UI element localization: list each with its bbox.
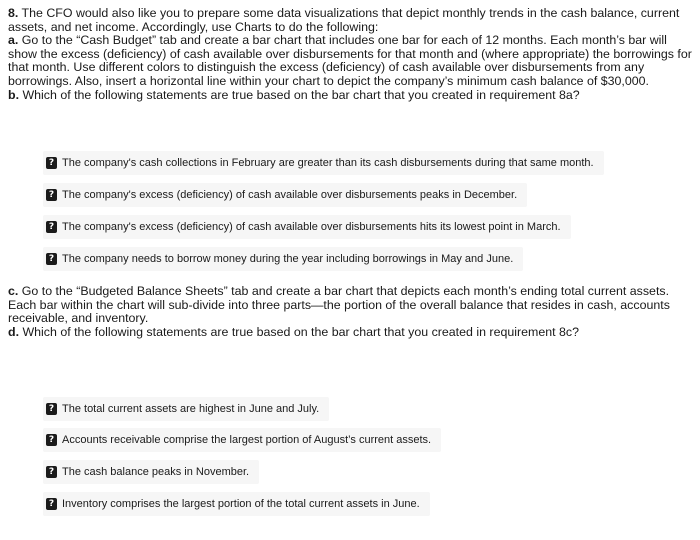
part-c-label: c. [8,284,19,298]
option-text: The company's excess (deficiency) of cash available over disbursements hits its lowest point in March. [62,221,561,233]
part-a-label: a. [8,33,19,48]
option-text: Inventory comprises the largest portion of the total current assets in June. [62,498,420,510]
question-number: 8. [8,6,19,20]
part-d-label: d. [8,324,20,339]
question-mark-icon: ? [46,253,57,265]
question-mark-icon: ? [46,403,57,415]
part-b-label: b. [8,87,20,102]
answer-option-b-1[interactable] [43,151,604,175]
question-mark-icon: ? [46,189,57,201]
question-8-text [8,7,692,102]
part-b-text: Which of the following statements are true based on the bar chart that you created in requirement 8a? [19,87,580,102]
part-c-text-block [8,285,692,339]
question-mark-icon: ? [46,157,57,169]
question-mark-icon: ? [46,466,57,478]
question-mark-icon: ? [46,434,57,446]
part-a-text: Go to the “Cash Budget” tab and create a bar chart that includes one bar for each of 12 months. Each month’s bar will show the excess (deficiency) of cash available over disbursements for that month and (where appropriate) the borrowings for that month. Use different colors to distinguish the excess (deficiency) of cash available over disbursements from any borrowings. Also, insert a horizontal line within your chart to depict the company’s minimum cash balance of $30,000. [8,33,692,88]
answer-option-d-2[interactable] [43,428,441,452]
option-text: The total current assets are highest in June and July. [62,403,320,415]
option-text: The company needs to borrow money during the year including borrowings in May and June. [62,253,514,265]
answer-option-d-3[interactable] [43,460,259,484]
answer-option-b-4[interactable] [43,247,523,271]
answer-option-b-3[interactable] [43,215,571,239]
option-text: The company's cash collections in February are greater than its cash disbursements during that same month. [62,157,594,169]
question-mark-icon: ? [46,498,57,510]
option-text: The cash balance peaks in November. [62,466,250,478]
question-intro: The CFO would also like you to prepare some data visualizations that depict monthly trends in the cash balance, current assets, and net income. Accordingly, use Charts to do the following: [8,6,680,34]
answer-option-b-2[interactable] [43,183,527,207]
answer-option-d-4[interactable] [43,492,430,516]
option-text: The company's excess (deficiency) of cash available over disbursements peaks in December. [62,189,518,201]
part-c-text: Go to the “Budgeted Balance Sheets” tab and create a bar chart that depicts each month’s ending total current assets. Each bar within the chart will sub-divide into three parts—the portion of the overall balance that resides in cash, accounts receivable, and inventory. [8,284,670,326]
part-d-text: Which of the following statements are true based on the bar chart that you created in requirement 8c? [19,324,579,339]
answer-option-d-1[interactable] [43,397,329,421]
option-text: Accounts receivable comprise the largest portion of August’s current assets. [62,434,432,446]
question-mark-icon: ? [46,221,57,233]
